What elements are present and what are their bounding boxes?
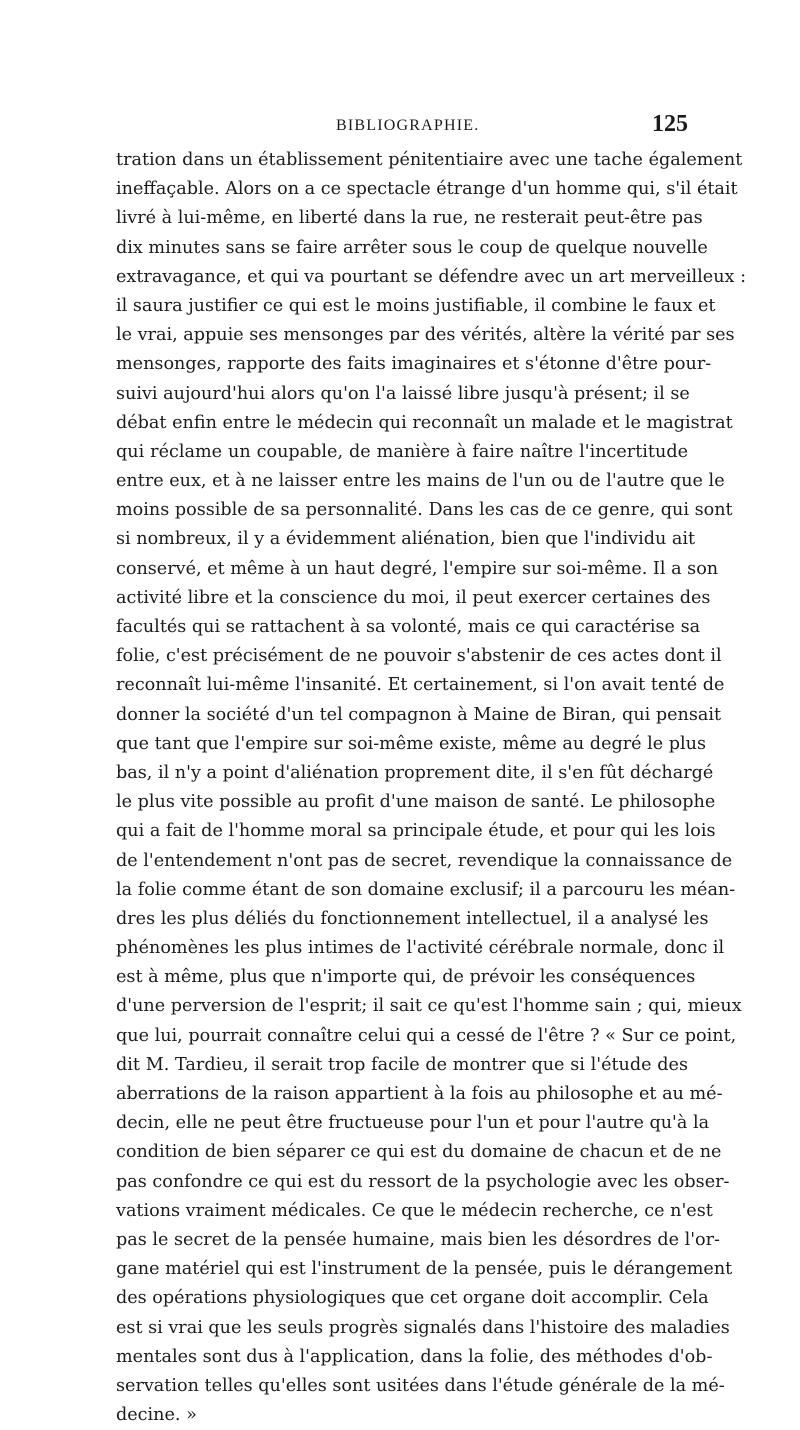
text-line: d'une perversion de l'esprit; il sait ce qu'est l'homme sain ; qui, mieux	[116, 996, 742, 1017]
text-line: est à même, plus que n'importe qui, de prévoir les conséquences	[116, 967, 696, 988]
text-line: est si vrai que les seuls progrès signalés dans l'histoire des maladies	[116, 1317, 730, 1338]
page-number: 125	[652, 111, 688, 137]
text-line: folie, c'est précisément de ne pouvoir s'abstenir de ces actes dont il	[116, 646, 722, 667]
body-text	[116, 146, 746, 1430]
text-line: phénomènes les plus intimes de l'activité cérébrale normale, donc il	[116, 938, 725, 959]
text-line: mensonges, rapporte des faits imaginaires et s'étonne d'être pour-	[116, 354, 712, 375]
text-line: qui a fait de l'homme moral sa principale étude, et pour qui les lois	[116, 821, 716, 842]
text-line: le vrai, appuie ses mensonges par des vérités, altère la vérité par ses	[116, 325, 735, 346]
text-line: pas confondre ce qui est du ressort de la psychologie avec les obser-	[116, 1171, 730, 1192]
text-line: decin, elle ne peut être fructueuse pour l'un et pour l'autre qu'à la	[116, 1113, 710, 1134]
text-line: pas le secret de la pensée humaine, mais bien les désordres de l'or-	[116, 1229, 720, 1250]
text-line: bas, il n'y a point d'aliénation proprement dite, il s'en fût déchargé	[116, 762, 714, 783]
text-line: vations vraiment médicales. Ce que le médecin recherche, ce n'est	[116, 1200, 713, 1221]
text-line: le plus vite possible au profit d'une maison de santé. Le philosophe	[116, 792, 716, 813]
text-line: extravagance, et qui va pourtant se défendre avec un art merveilleux :	[116, 266, 746, 287]
text-line: donner la société d'un tel compagnon à Maine de Biran, qui pensait	[116, 704, 722, 725]
text-line: de l'entendement n'ont pas de secret, revendique la connaissance de	[116, 850, 733, 871]
text-line: activité libre et la conscience du moi, il peut exercer certaines des	[116, 587, 711, 608]
text-line: aberrations de la raison appartient à la fois au philosophe et au mé-	[116, 1084, 723, 1104]
text-line: que tant que l'empire sur soi-même existe, même au degré le plus	[116, 733, 707, 754]
page-header	[116, 113, 688, 143]
text-line: servation telles qu'elles sont usitées dans l'étude générale de la mé-	[116, 1375, 725, 1396]
running-head: BIBLIOGRAPHIE.	[336, 117, 480, 134]
text-line: suivi aujourd'hui alors qu'on l'a laissé libre jusqu'à présent; il se	[116, 383, 690, 404]
text-line: reconnaît lui-même l'insanité. Et certainement, si l'on avait tenté de	[116, 675, 725, 696]
text-line: conservé, et même à un haut degré, l'empire sur soi-même. Il a son	[116, 558, 719, 579]
text-line: dit M. Tardieu, il serait trop facile de montrer que si l'étude des	[116, 1054, 688, 1075]
text-line: qui réclame un coupable, de manière à faire naître l'incertitude	[116, 441, 688, 462]
text-line: que lui, pourrait connaître celui qui a cessé de l'être ? « Sur ce point,	[116, 1025, 737, 1046]
text-line: dix minutes sans se faire arrêter sous le coup de quelque nouvelle	[116, 237, 708, 258]
text-line: débat enfin entre le médecin qui reconnaît un malade et le magistrat	[116, 412, 733, 433]
text-line: livré à lui-même, en liberté dans la rue, ne resterait peut-être pas	[116, 208, 703, 229]
text-line: mentales sont dus à l'application, dans la folie, des méthodes d'ob-	[116, 1346, 713, 1367]
text-line: moins possible de sa personnalité. Dans les cas de ce genre, qui sont	[116, 500, 733, 521]
text-line: facultés qui se rattachent à sa volonté, mais ce qui caractérise sa	[116, 617, 701, 637]
text-line: il saura justifier ce qui est le moins justifiable, il combine le faux et	[116, 295, 716, 316]
text-line: entre eux, et à ne laisser entre les mains de l'un ou de l'autre que le	[116, 471, 725, 492]
text-line: gane matériel qui est l'instrument de la pensée, puis le dérangement	[116, 1259, 733, 1280]
text-line: dres les plus déliés du fonctionnement intellectuel, il a analysé les	[116, 908, 709, 929]
text-line: decine. »	[116, 1405, 197, 1426]
text-line: ineffaçable. Alors on a ce spectacle étrange d'un homme qui, s'il était	[116, 179, 738, 200]
text-line: la folie comme étant de son domaine exclusif; il a parcouru les méan-	[116, 879, 736, 900]
text-line: des opérations physiologiques que cet organe doit accomplir. Cela	[116, 1288, 709, 1309]
text-line: si nombreux, il y a évidemment aliénation, bien que l'individu ait	[116, 529, 696, 550]
text-line: condition de bien séparer ce qui est du domaine de chacun et de ne	[116, 1142, 722, 1163]
text-line: tration dans un établissement pénitentiaire avec une tache également	[116, 150, 743, 170]
